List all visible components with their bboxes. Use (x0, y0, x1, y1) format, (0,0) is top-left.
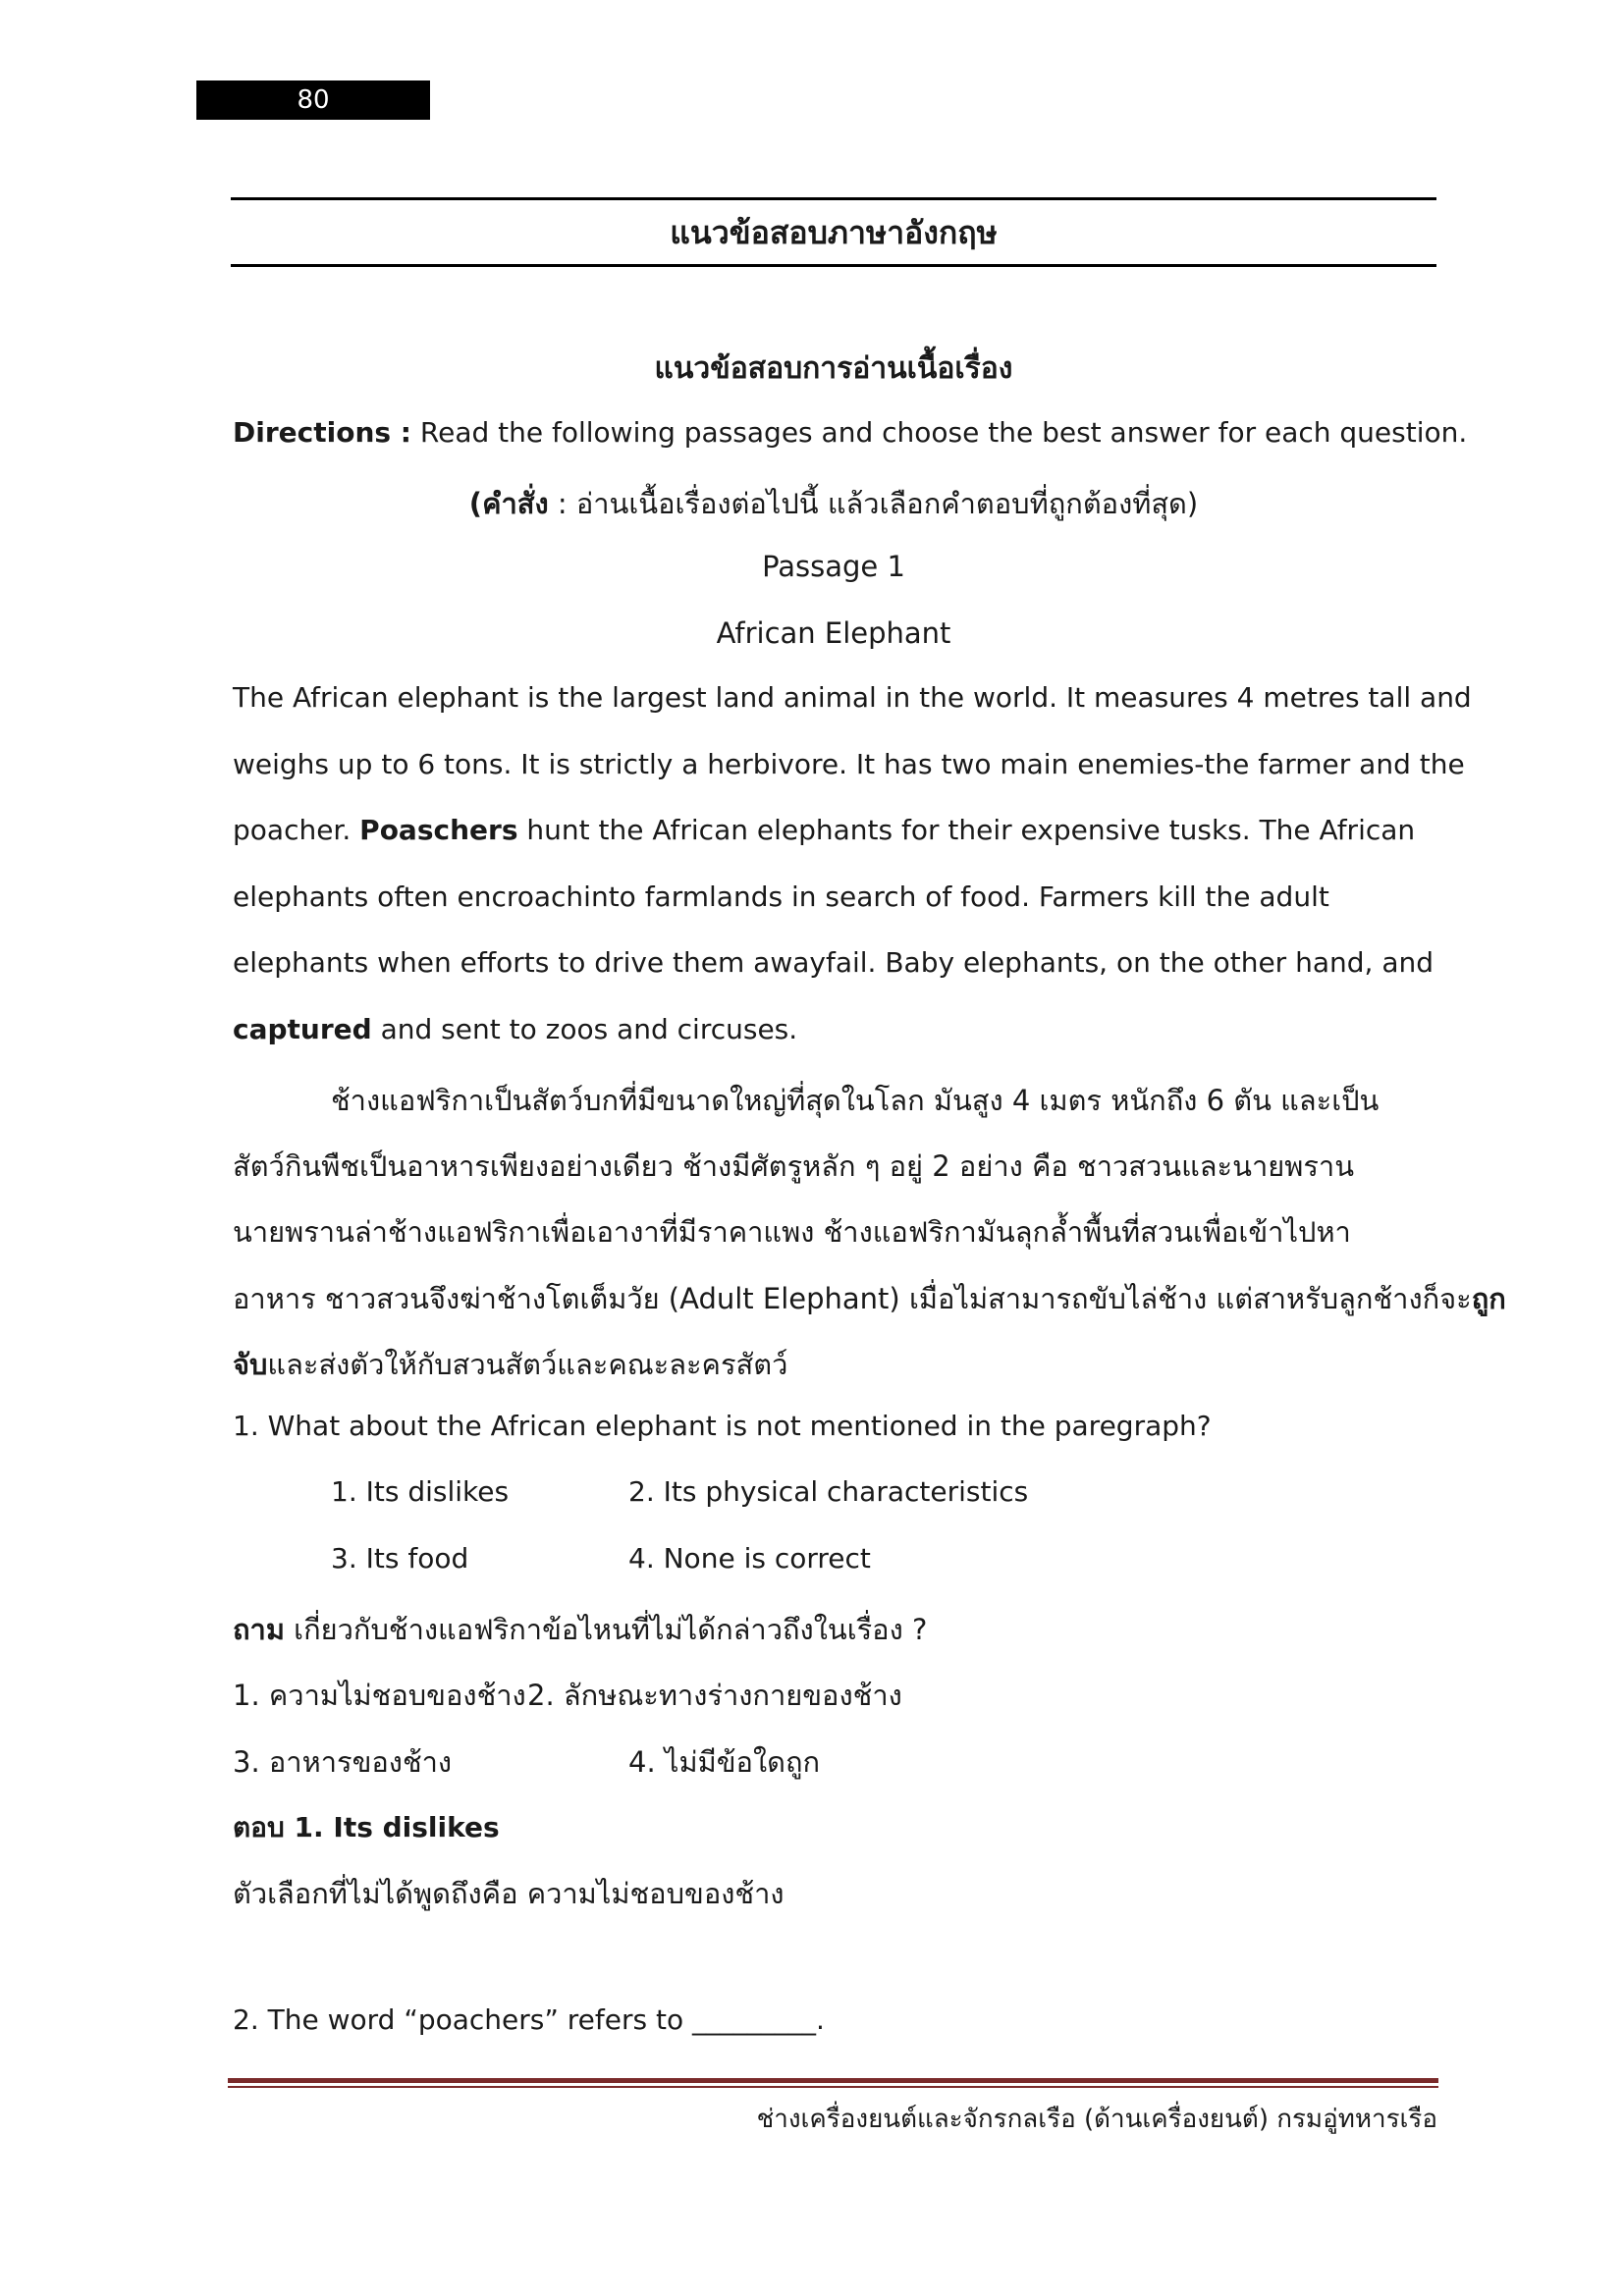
question-1-thai-option-4: 4. ไม่มีข้อใดถูก (628, 1745, 821, 1779)
heading-top-rule (231, 197, 1436, 200)
passage-en-line-3: poacher. Poaschers hunt the African elephants for their expensive tusks. The African (233, 814, 1416, 846)
question-1-option-2: 2. Its physical characteristics (628, 1475, 1029, 1508)
question-1-option-1: 1. Its dislikes (331, 1475, 510, 1508)
page-number: 80 (196, 80, 430, 120)
page-heading: แนวข้อสอบภาษาอังกฤษ (670, 214, 998, 251)
question-1-option-4: 4. None is correct (628, 1542, 871, 1575)
question-1-thai-option-2: 2. ลักษณะทางร่างกายของช้าง (527, 1679, 902, 1712)
directions-thai-text: : อ่านเนื้อเรื่องต่อไปนี้ แล้วเลือกคำตอบที่ถูกต้องที่สุด) (548, 487, 1199, 520)
directions-thai-label: คำสั่ง (482, 487, 549, 520)
question-1-thai-option-1: 1. ความไม่ชอบของช้าง (233, 1679, 526, 1712)
question-2: 2. The word “poachers” refers to _________. (233, 2003, 825, 2036)
directions (233, 416, 1467, 449)
directions-label: Directions : (233, 416, 411, 449)
footer-rule (228, 2078, 1438, 2083)
question-1-thai-option-3: 3. อาหารของช้าง (233, 1745, 453, 1779)
question-1: 1. What about the African elephant is not mentioned in the paregraph? (233, 1410, 1212, 1442)
passage-th-line-3: นายพรานล่าช้างแอฟริกาเพื่อเอางาที่มีราคาแพง ช้างแอฟริกามันลุกล้ำพื้นที่สวนเพื่อเข้าไปหา (233, 1215, 1351, 1249)
passage-en-line-2: weighs up to 6 tons. It is strictly a herbivore. It has two main enemies-the farmer and the (233, 748, 1465, 780)
section-subheading: แนวข้อสอบการอ่านเนื้อเรื่อง (654, 351, 1013, 386)
question-1-option-3: 3. Its food (331, 1542, 469, 1575)
passage-th-line-1: ช้างแอฟริกาเป็นสัตว์บกที่มีขนาดใหญ่ที่สุดในโลก มันสูง 4 เมตร หนักถึง 6 ตัน และเป็น (331, 1084, 1380, 1117)
passage-label: Passage 1 (762, 550, 905, 583)
passage-title: African Elephant (716, 616, 951, 650)
footer-text: ช่างเครื่องยนต์และจักรกลเรือ (ด้านเครื่องยนต์) กรมอู่ทหารเรือ (756, 2105, 1437, 2134)
passage-en-line-4: elephants often encroachinto farmlands in search of food. Farmers kill the adult (233, 881, 1329, 913)
question-1-thai-label: ถาม (233, 1613, 285, 1646)
passage-en-line-5: elephants when efforts to drive them awayfail. Baby elephants, on the other hand, and (233, 946, 1434, 979)
heading-bottom-rule (231, 264, 1436, 267)
keyword-poachers: Poaschers (359, 814, 518, 846)
directions-text: Read the following passages and choose the best answer for each question. (411, 416, 1468, 449)
question-1-thai: ถาม เกี่ยวกับช้างแอฟริกาข้อไหนที่ไม่ได้กล่าวถึงในเรื่อง ? (233, 1613, 928, 1646)
directions-thai: (คำสั่ง : อ่านเนื้อเรื่องต่อไปนี้ แล้วเลือกคำตอบที่ถูกต้องที่สุด) (468, 487, 1199, 520)
question-1-answer (233, 1806, 500, 1849)
footer-rule-thin (228, 2086, 1438, 2088)
passage-en-line-1: The African elephant is the largest land animal in the world. It measures 4 metres tall and (233, 681, 1472, 714)
passage-th-line-2: สัตว์กินพืชเป็นอาหารเพียงอย่างเดียว ช้างมีศัตรูหลัก ๆ อยู่ 2 อย่าง คือ ชาวสวนและนายพราน (233, 1149, 1355, 1183)
passage-th-line-5: จับและส่งตัวให้กับสวนสัตว์และคณะละครสัตว์ (233, 1348, 788, 1381)
passage-en-line-6: captured and sent to zoos and circuses. (233, 1013, 798, 1045)
keyword-captured: captured (233, 1013, 372, 1045)
question-1-explanation: ตัวเลือกที่ไม่ได้พูดถึงคือ ความไม่ชอบของช้าง (233, 1877, 785, 1910)
answer-text: 1. Its dislikes (284, 1811, 500, 1843)
passage-th-line-4: อาหาร ชาวสวนจึงฆ่าช้างโตเต็มวัย (Adult Elephant) เมื่อไม่สามารถขับไล่ช้าง แต่สาหรับลูกช้างก็จะถูก (233, 1282, 1506, 1315)
answer-label: ตอบ (233, 1811, 285, 1843)
